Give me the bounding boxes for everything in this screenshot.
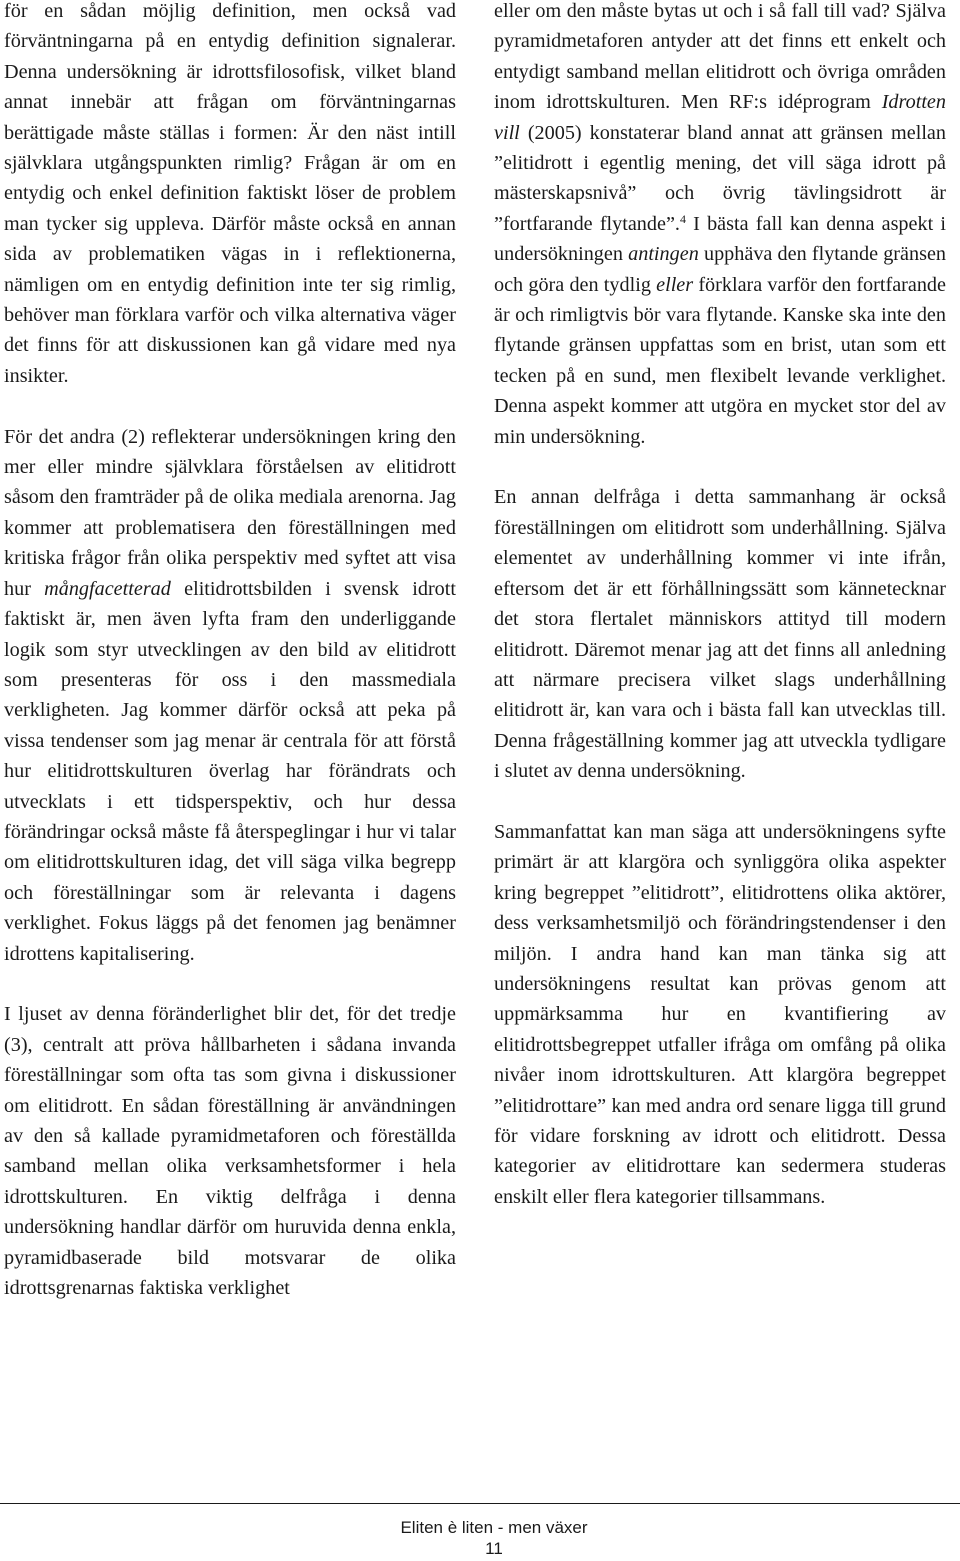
left-column [4,0,456,1303]
paragraph-pyramid-metaphor: eller om den måste bytas ut och i så fall till vad? Själva pyramidmetaforen antyder att det finns ett enkelt och entydigt samband mellan elitidrott och övriga områden inom idrottskulturen. Men RF:s idéprogram Idrotten vill (2005) konstaterar bland annat att gränsen mellan ”elitidrott i egentlig mening, det vill säga idrott på mästerskapsnivå” och övrig tävlingsidrott är ”fortfarande flytande”.$^4$ I bästa fall kan denna aspekt i undersökningen antingen upphäva den flytande gränsen och göra den tydlig eller förklara varför den fortfarande är och rimligtvis bör vara flytande. Kanske ska inte den flytande gränsen uppfattas som en brist, utan som ett tecken på en sund, men flexibelt levande verklighet. Denna aspekt kommer att utgöra en mycket stor del av min undersökning. [494,0,946,448]
paragraph-entertainment: En annan delfråga i detta sammanhang är också föreställningen om elitidrott som underhållning. Själva elementet av underhållning kommer vi inte ifrån, eftersom det är ett förhållningssätt som kännetecknar det stora flertalet människors attityd till modern elitidrott. Däremot menar jag att det finns all anledning att närmare precisera vilket slags underhållning elitidrott är, kan vara och i bästa fall kan utvecklas till. Denna frågeställning kommer jag att utveckla tydligare i slutet av denna undersökning. [494,486,946,783]
paragraph-third-point: I ljuset av denna föränderlighet blir det, för det tredje (3), centralt att pröva hållbarheten i sådana invanda föreställningar som ofta tas som givna i diskussioner om elitidrott. En sådan föreställning är användningen av den så kallade pyramidmetaforen och föreställda samband mellan olika verksamhetsformer i hela idrottskulturen. En viktig delfråga i denna undersökning handlar därför om huruvida denna enkla, pyramidbaserade bild motsvarar de olika idrottsgrenarnas faktiska verklighet [4,1003,456,1300]
emphasis-eller: eller [656,273,694,296]
footnote-marker[interactable]: 4 [679,211,686,226]
emphasis-idrotten-vill: Idrotten vill [494,91,946,144]
paragraph-summary: Sammanfattat kan man säga att undersökningens syfte primärt är att klargöra och synliggöra olika aspekter kring begreppet ”elitidrott”, elitidrottens olika aktörer, dess verksamhetsmiljö och förändringstendenser i den miljön. I andra hand kan man tänka sig att undersökningens resultat kan prövas genom att uppmärksamma hur en kvantifiering av elitidrottsbegreppet utfaller ifråga om omfång på olika nivåer inom idrottskulturen. Att klargöra begreppet ”elitidrottare” kan med andra ord senare ligga till grund för vidare forskning av idrott och elitidrott. Dessa kategorier av elitidrottare kan sedermera studeras enskilt eller flera kategorier tillsammans. [494,820,946,1208]
emphasis-antingen: antingen [628,243,699,266]
page-number: 11 [485,1539,503,1558]
emphasis-mangfacetterad: mångfacetterad [44,577,171,600]
footer-divider [0,1503,960,1504]
right-column [494,0,946,1212]
paragraph-second-point: För det andra (2) reflekterar undersökningen kring den mer eller mindre självklara förståelsen av elitidrott såsom den framträder på de olika mediala arenorna. Jag kommer att problematisera den föreställningen med kritiska frågor från olika perspektiv med syftet att visa hur mångfacetterad elitidrottsbilden i svensk idrott faktiskt är, men även lyfta fram den underliggande logik som styr utvecklingen av den bild av elitidrott som presenteras för oss i den massmediala verkligheten. Jag kommer därför också att peka på vissa tendenser som jag menar är centrala för att förstå hur elitidrottskulturen överlag har förändrats och utvecklats i ett tidsperspektiv, och hur dessa förändringar också måste få återspeglingar i hur vi talar om elitidrottskulturen idag, det vill säga vilka begrepp och föreställningar som är relevanta i dagens verklighet. Fokus läggs på det fenomen jag benämner idrottens kapitalisering. [4,425,456,965]
paragraph-definition: för en sådan möjlig definition, men också vad förväntningarna på en entydig definition signalerar. Denna undersökning är idrottsfilosofisk, vilket bland annat innebär att frågan om förväntningarnas berättigade måste ställas i formen: Är den näst intill självklara utgångspunkten rimlig? Frågan är om en entydig och enkel definition faktiskt löser de problem man tycker sig uppleva. Därför måste också en annan sida av problematiken vägas in i reflektionerna, nämligen om en entydig definition inte ter sig rimlig, behöver man förklara varför och vilka alternativa väger det finns för att diskussionen kan gå vidare med nya insikter. [4,0,456,387]
footer-title: Eliten è liten - men växer [400,1518,588,1537]
